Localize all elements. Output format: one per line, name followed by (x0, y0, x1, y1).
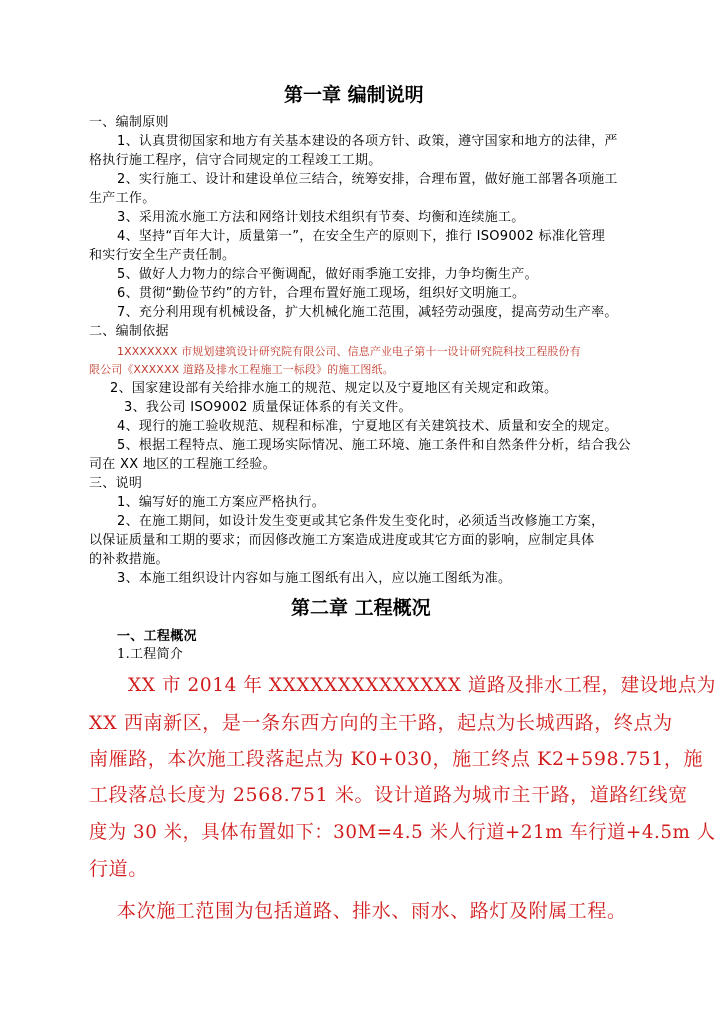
section3-heading: 三、说明 (89, 476, 143, 491)
chapter2-title: 第二章 工程概况 (291, 597, 431, 619)
principle-line-9: 6、贯彻“勤俭节约”的方针，合理布置好施工现场，组织好文明施工。 (117, 286, 526, 301)
overview-line-1: XX 市 2014 年 XXXXXXXXXXXXXX 道路及排水工程，建设地点为 (128, 674, 716, 696)
basis-line-5: 5、根据工程特点、施工现场实际情况、施工环境、施工条件和自然条件分析，结合我公 (117, 438, 631, 453)
subsection-heading: 1.工程简介 (117, 647, 184, 662)
note-line-4: 的补救措施。 (89, 552, 169, 567)
principle-line-7: 和实行安全生产责任制。 (89, 248, 236, 263)
section1-heading: 一、编制原则 (89, 115, 169, 130)
principle-line-4: 生产工作。 (89, 191, 156, 206)
note-line-2: 2、在施工期间，如设计发生变更或其它条件发生变化时，必须适当改修施工方案， (117, 514, 605, 529)
chapter2-section1-heading: 一、工程概况 (117, 629, 197, 644)
principle-line-3: 2、实行施工、设计和建设单位三结合，统筹安排，合理布置，做好施工部署各项施工 (117, 172, 618, 187)
basis-line-3: 3、我公司 ISO9002 质量保证体系的有关文件。 (124, 400, 412, 415)
section2-heading: 二、编制依据 (89, 324, 169, 339)
principle-line-1: 1、认真贯彻国家和地方有关基本建设的各项方针、政策，遵守国家和地方的法律，严 (117, 134, 618, 149)
note-line-3: 以保证质量和工期的要求；而因修改施工方案造成进度或其它方面的影响，应制定具体 (89, 533, 595, 548)
principle-line-6: 4、坚持“百年大计，质量第一”，在安全生产的原则下，推行 ISO9002 标准化管理 (117, 229, 606, 244)
note-line-1: 1、编写好的施工方案应严格执行。 (117, 495, 326, 510)
overview-line-6: 行道。 (89, 858, 148, 880)
basis-line-4: 4、现行的施工验收规范、规程和标准，宁夏地区有关建筑技术、质量和安全的规定。 (117, 419, 618, 434)
note-line-5: 3、本施工组织设计内容如与施工图纸有出入，应以施工图纸为准。 (117, 571, 512, 586)
chapter1-title: 第一章 编制说明 (284, 84, 424, 106)
basis-line-6: 司在 XX 地区的工程施工经验。 (89, 457, 276, 472)
overview-line-5: 度为 30 米，具体布置如下：30M=4.5 米人行道+21m 车行道+4.5m 人 (89, 821, 716, 843)
basis-line-2: 2、国家建设部有关给排水施工的规范、规定以及宁夏地区有关规定和政策。 (110, 381, 558, 396)
overview-line-7: 本次施工范围为包括道路、排水、雨水、路灯及附属工程。 (117, 900, 627, 922)
principle-line-8: 5、做好人力物力的综合平衡调配，做好雨季施工安排，力争均衡生产。 (117, 267, 538, 282)
overview-line-2: XX 西南新区，是一条东西方向的主干路，起点为长城西路，终点为 (89, 712, 673, 734)
principle-line-5: 3、采用流水施工方法和网络计划技术组织有节奏、均衡和连续施工。 (117, 210, 525, 225)
principle-line-2: 格执行施工程序，信守合同规定的工程竣工工期。 (89, 153, 382, 168)
basis-red-line-2: 限公司《XXXXXX 道路及排水工程施工一标段》的施工图纸。 (89, 363, 394, 376)
overview-line-4: 工段落总长度为 2568.751 米。设计道路为城市主干路，道路红线宽 (89, 784, 688, 806)
overview-line-3: 南雁路，本次施工段落起点为 K0+030，施工终点 K2+598.751，施 (89, 748, 704, 770)
basis-red-line-1: 1XXXXXXX 市规划建筑设计研究院有限公司、信息产业电子第十一设计研究院科技工程股份有 (117, 345, 581, 358)
principle-line-10: 7、充分利用现有机械设备，扩大机械化施工范围，减轻劳动强度，提高劳动生产率。 (117, 305, 618, 320)
